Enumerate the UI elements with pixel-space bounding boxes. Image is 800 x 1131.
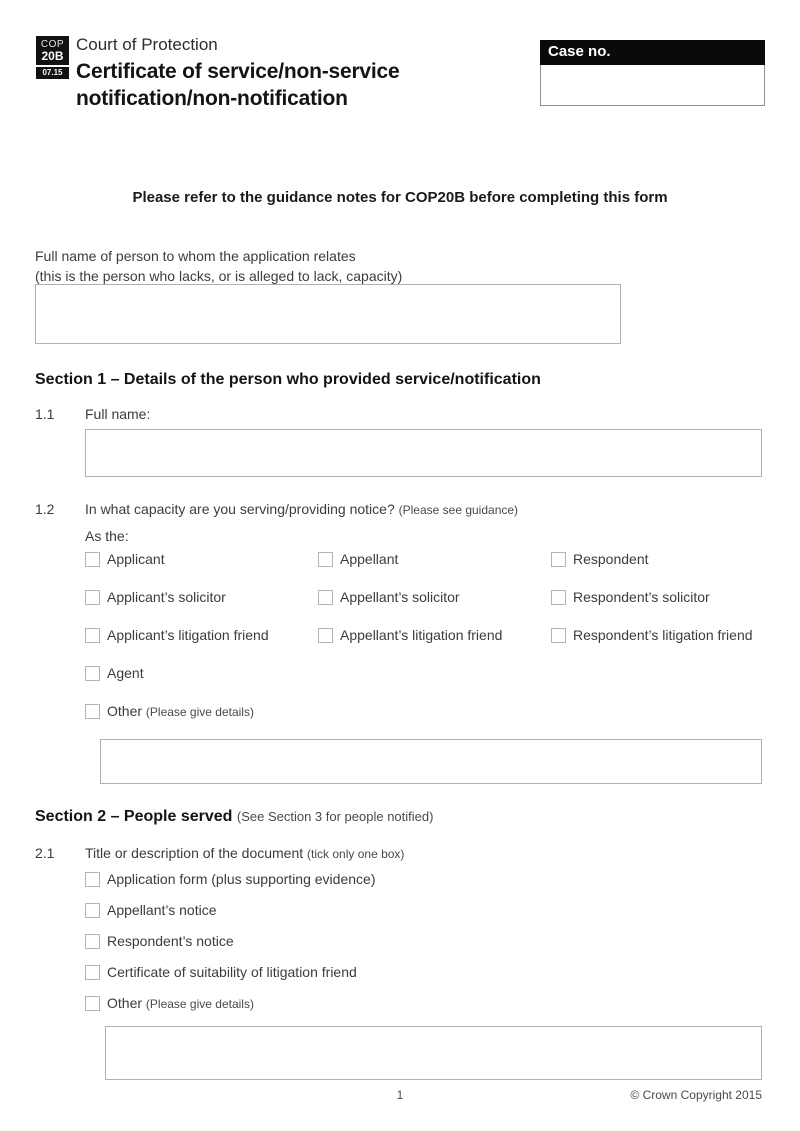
respondent-litigation-friend-label: Respondent’s litigation friend bbox=[573, 627, 753, 643]
capacity-option bbox=[85, 665, 144, 681]
applicant-solicitor-label: Applicant’s solicitor bbox=[107, 589, 226, 605]
section2-heading-note: (See Section 3 for people notified) bbox=[236, 809, 434, 824]
capacity-option bbox=[85, 551, 318, 567]
respondent-solicitor-label: Respondent’s solicitor bbox=[573, 589, 710, 605]
subject-name-label bbox=[35, 246, 402, 286]
copyright-notice: © Crown Copyright 2015 bbox=[630, 1088, 762, 1102]
respondent-label: Respondent bbox=[573, 551, 649, 567]
respondent-litigation-friend-checkbox[interactable] bbox=[551, 628, 566, 643]
appellant-label: Appellant bbox=[340, 551, 399, 567]
capacity-option bbox=[551, 627, 753, 643]
question-1-2-note: (Please see guidance) bbox=[398, 503, 519, 517]
document-option bbox=[85, 871, 375, 889]
subject-name-label-line2: (this is the person who lacks, or is alleged to lack, capacity) bbox=[35, 268, 403, 284]
form-title bbox=[76, 58, 400, 112]
section1-heading: Section 1 – Details of the person who provided service/notification bbox=[35, 371, 541, 388]
capacity-option bbox=[85, 627, 318, 643]
question-1-1-number: 1.1 bbox=[35, 406, 55, 422]
subject-name-input[interactable] bbox=[35, 284, 621, 344]
guidance-banner: Please refer to the guidance notes for COP20B before completing this form bbox=[132, 189, 668, 206]
appellants-notice-label: Appellant’s notice bbox=[107, 902, 217, 918]
respondents-notice-checkbox[interactable] bbox=[85, 934, 100, 949]
appellant-litigation-friend-label: Appellant’s litigation friend bbox=[340, 627, 503, 643]
capacity-option bbox=[318, 589, 551, 605]
form-id-badge-main bbox=[36, 36, 69, 65]
as-the-prompt: As the: bbox=[85, 528, 129, 544]
respondent-solicitor-checkbox[interactable] bbox=[551, 590, 566, 605]
subject-name-label-line1: Full name of person to whom the application relates bbox=[35, 248, 356, 264]
appellant-checkbox[interactable] bbox=[318, 552, 333, 567]
appellants-notice-checkbox[interactable] bbox=[85, 903, 100, 918]
badge-court-code: COP bbox=[40, 39, 65, 50]
document-option-other bbox=[85, 995, 375, 1013]
question-1-1-label: Full name: bbox=[85, 406, 151, 422]
page-number: 1 bbox=[396, 1088, 404, 1102]
question-1-2-label: In what capacity are you serving/providing notice? bbox=[85, 501, 395, 517]
capacity-option bbox=[551, 551, 649, 567]
capacity-option bbox=[318, 627, 551, 643]
capacity-other-note: (Please give details) bbox=[145, 705, 254, 719]
form-title-line-2: notification/non-notification bbox=[76, 87, 348, 110]
question-2-1 bbox=[35, 845, 404, 861]
applicant-litigation-friend-label: Applicant’s litigation friend bbox=[107, 627, 269, 643]
case-number-input[interactable] bbox=[540, 65, 765, 106]
section2-heading bbox=[35, 808, 433, 826]
appellant-solicitor-label: Appellant’s solicitor bbox=[340, 589, 460, 605]
question-1-2 bbox=[35, 501, 518, 517]
badge-form-number: 20B bbox=[41, 49, 64, 63]
document-other-details-input[interactable] bbox=[105, 1026, 762, 1080]
capacity-row-5 bbox=[85, 703, 775, 741]
capacity-other-checkbox[interactable] bbox=[85, 704, 100, 719]
capacity-row-3 bbox=[85, 627, 775, 665]
organisation-name: Court of Protection bbox=[76, 35, 218, 54]
question-2-1-note: (tick only one box) bbox=[307, 847, 405, 861]
capacity-options-grid bbox=[85, 551, 775, 741]
applicant-solicitor-checkbox[interactable] bbox=[85, 590, 100, 605]
capacity-option bbox=[318, 551, 551, 567]
badge-version: 07.15 bbox=[36, 67, 69, 79]
case-number-label: Case no. bbox=[540, 40, 765, 65]
certificate-suitability-label: Certificate of suitability of litigation friend bbox=[107, 964, 357, 980]
document-other-note: (Please give details) bbox=[145, 997, 254, 1011]
document-option bbox=[85, 902, 375, 920]
capacity-other-details-input[interactable] bbox=[100, 739, 762, 784]
document-other-label: Other bbox=[107, 995, 143, 1011]
document-options-list bbox=[85, 871, 375, 1026]
capacity-option-other bbox=[85, 703, 254, 719]
agent-checkbox[interactable] bbox=[85, 666, 100, 681]
document-option bbox=[85, 964, 375, 982]
document-other-checkbox[interactable] bbox=[85, 996, 100, 1011]
question-2-1-number: 2.1 bbox=[35, 845, 55, 861]
applicant-label: Applicant bbox=[107, 551, 165, 567]
capacity-row-4 bbox=[85, 665, 775, 703]
capacity-option bbox=[551, 589, 710, 605]
capacity-row-1 bbox=[85, 551, 775, 589]
appellant-solicitor-checkbox[interactable] bbox=[318, 590, 333, 605]
question-2-1-label: Title or description of the document bbox=[85, 845, 304, 861]
document-option bbox=[85, 933, 375, 951]
application-form-label: Application form (plus supporting evidence) bbox=[107, 871, 376, 887]
applicant-checkbox[interactable] bbox=[85, 552, 100, 567]
respondents-notice-label: Respondent’s notice bbox=[107, 933, 234, 949]
capacity-other-label: Other bbox=[107, 703, 143, 719]
agent-label: Agent bbox=[107, 665, 144, 681]
applicant-litigation-friend-checkbox[interactable] bbox=[85, 628, 100, 643]
form-id-badge bbox=[36, 36, 69, 79]
question-1-1 bbox=[35, 406, 150, 422]
application-form-checkbox[interactable] bbox=[85, 872, 100, 887]
appellant-litigation-friend-checkbox[interactable] bbox=[318, 628, 333, 643]
section2-heading-text: Section 2 – People served bbox=[35, 808, 233, 825]
capacity-row-2 bbox=[85, 589, 775, 627]
form-title-line-1: Certificate of service/non-service bbox=[76, 60, 400, 83]
full-name-input[interactable] bbox=[85, 429, 762, 477]
case-number-box bbox=[540, 40, 765, 106]
question-1-2-number: 1.2 bbox=[35, 501, 55, 517]
capacity-option bbox=[85, 589, 318, 605]
respondent-checkbox[interactable] bbox=[551, 552, 566, 567]
certificate-suitability-checkbox[interactable] bbox=[85, 965, 100, 980]
